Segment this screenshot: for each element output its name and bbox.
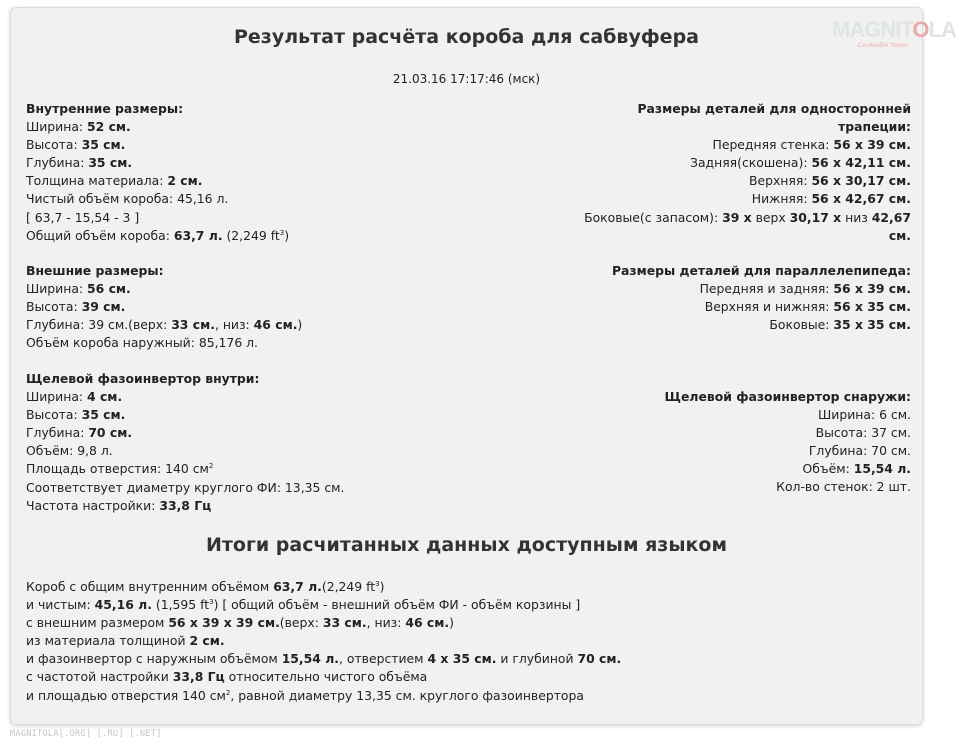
parallelepiped-sides: Боковые: 35 x 35 см. xyxy=(769,317,911,333)
summary-line-3: с внешним размером 56 x 39 x 39 см.(верх: 33 см., низ: 46 см.) xyxy=(26,615,454,631)
tuning-frequency: Частота настройки: 33,8 Гц xyxy=(26,497,212,513)
port-outside-height: Высота: 37 см. xyxy=(815,425,911,441)
trapezoid-front: Передняя стенка: 56 x 39 см. xyxy=(712,137,911,153)
summary-title: Итоги расчитанных данных доступным языком xyxy=(205,534,727,556)
port-inside-volume: Объём: 9,8 л. xyxy=(26,443,113,459)
summary-line-5: и фазоинвертор с наружным объёмом 15,54 л., отверстием 4 x 35 см. и глубиной 70 см. xyxy=(26,651,622,667)
summary-line-2: и чистым: 45,16 л. (1,595 $ft^3$) [ общий объём - внешний объём ФИ - объём корзины ] xyxy=(26,597,581,613)
external-width: Ширина: 56 см. xyxy=(26,281,131,297)
parallelepiped-top: Верхняя и нижняя: 56 x 35 см. xyxy=(704,299,911,315)
summary-line-6: с частотой настройки 33,8 Гц относительно чистого объёма xyxy=(26,669,428,685)
trapezoid-back: Задняя(скошена): 56 x 42,11 см. xyxy=(690,155,911,171)
port-outside-block xyxy=(536,388,911,497)
internal-dimensions-header: Внутренние размеры: xyxy=(26,101,184,116)
calculation-datetime: 21.03.16 17:17:46 (мск) xyxy=(392,72,541,86)
internal-height: Высота: 35 см. xyxy=(26,137,126,153)
external-height: Высота: 39 см. xyxy=(26,299,126,315)
port-inside-depth: Глубина: 70 см. xyxy=(26,425,133,441)
internal-depth: Глубина: 35 см. xyxy=(26,155,133,171)
port-area: Площадь отверстия: 140 $см^2$ xyxy=(26,461,214,477)
trapezoid-parts-block xyxy=(561,100,911,245)
external-dimensions-header: Внешние размеры: xyxy=(26,263,164,278)
port-diameter: Соответствует диаметру круглого ФИ: 13,35 см. xyxy=(26,479,345,495)
logo-wordmark: MAGNITOLA xyxy=(832,17,956,42)
net-volume: Чистый объём короба: 45,16 л. xyxy=(26,191,229,207)
volume-formula: [ 63,7 - 15,54 - 3 ] xyxy=(26,209,140,225)
port-outside-header: Щелевой фазоинвертор снаружи: xyxy=(664,389,911,404)
summary-block xyxy=(26,578,906,705)
trapezoid-sides: Боковые(с запасом): 39 x верх 30,17 x низ 42,67 см. xyxy=(584,209,911,243)
port-inside-width: Ширина: 4 см. xyxy=(26,389,123,405)
material-thickness: Толщина материала: 2 см. xyxy=(26,173,203,189)
internal-width: Ширина: 52 см. xyxy=(26,119,131,135)
port-inside-block xyxy=(26,370,466,515)
parallelepiped-front: Передняя и задняя: 56 x 39 см. xyxy=(699,281,911,297)
trapezoid-top: Верхняя: 56 x 30,17 см. xyxy=(748,173,911,189)
parallelepiped-parts-block xyxy=(536,262,911,334)
result-card xyxy=(10,7,956,725)
summary-line-7: и площадью отверстия 140 $см^2$, равной диаметру 13,35 см. круглого фазоинвертора xyxy=(26,687,584,703)
port-outside-depth: Глубина: 70 см. xyxy=(808,443,911,459)
trapezoid-parts-header: Размеры деталей для односторонней трапеции: xyxy=(637,101,911,135)
external-depth: Глубина: 39 см.(верх: 33 см., низ: 46 см.) xyxy=(26,317,303,333)
internal-dimensions-block xyxy=(26,100,466,245)
summary-line-1: Короб с общим внутренним объёмом 63,7 л.(2,249 $ft^3$) xyxy=(26,579,385,594)
page-title: Результат расчёта короба для сабвуфера xyxy=(234,26,699,48)
total-volume: Общий объём короба: 63,7 л. (2,249 $ft^3$) xyxy=(26,227,290,243)
port-inside-height: Высота: 35 см. xyxy=(26,407,126,423)
site-footer-link[interactable]: MAGNITOLA[.ORG] [.RU] [.NET] xyxy=(10,729,162,739)
external-dimensions-block xyxy=(26,262,466,352)
port-inside-header: Щелевой фазоинвертор внутри: xyxy=(26,371,260,386)
trapezoid-bottom: Нижняя: 56 x 42,67 см. xyxy=(751,191,911,207)
summary-line-4: из материала толщиной 2 см. xyxy=(26,633,225,649)
port-outside-width: Ширина: 6 см. xyxy=(818,407,911,423)
port-outside-volume: Объём: 15,54 л. xyxy=(802,461,911,477)
logo-subtitle: CarAudio Team xyxy=(857,42,908,49)
port-walls-count: Кол-во стенок: 2 шт. xyxy=(776,479,911,495)
parallelepiped-parts-header: Размеры деталей для параллелепипеда: xyxy=(611,263,911,278)
external-volume: Объём короба наружный: 85,176 л. xyxy=(26,335,258,351)
